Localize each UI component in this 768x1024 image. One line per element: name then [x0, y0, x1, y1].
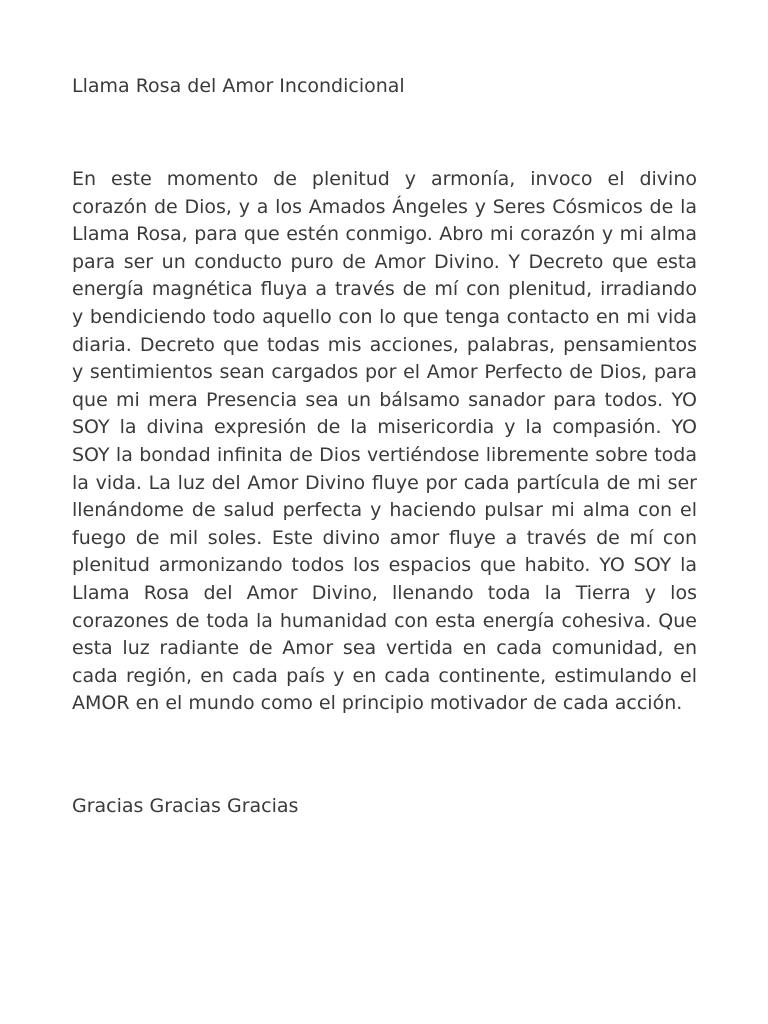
closing-line: Gracias Gracias Gracias — [72, 795, 299, 817]
document-title: Llama Rosa del Amor Incondicional — [72, 75, 405, 97]
prayer-paragraph: En este momento de plenitud y armonía, invoco el divino corazón de Dios, y a los Amados Ángeles y Seres Cósmicos de la Llama Rosa, para que estén conmigo. Abro mi corazón y mi alma para ser un conducto puro de Amor Divino. Y Decreto que esta energía magnética fluya a través de mí con plenitud, irradiando y bendiciendo todo aquello con lo que tenga contacto en mi vida diaria. Decreto que todas mis acciones, palabras, pensamientos y sentimientos sean cargados por el Amor Perfecto de Dios, para que mi mera Presencia sea un bálsamo sanador para todos. YO SOY la divina expresión de la misericordia y la compasión. YO SOY la bondad infinita de Dios vertiéndose libremente sobre toda la vida. La luz del Amor Divino fluye por cada partícula de mi ser llenándome de salud perfecta y haciendo pulsar mi alma con el fuego de mil soles. Este divino amor fluye a través de mí con plenitud armonizando todos los espacios que habito. YO SOY la Llama Rosa del Amor Divino, llenando toda la Tierra y los corazones de toda la humanidad con esta energía cohesiva. Que esta luz radiante de Amor sea vertida en cada comunidad, en cada región, en cada país y en cada continente, estimulando el AMOR en el mundo como el principio motivador de cada acción. — [72, 168, 697, 715]
